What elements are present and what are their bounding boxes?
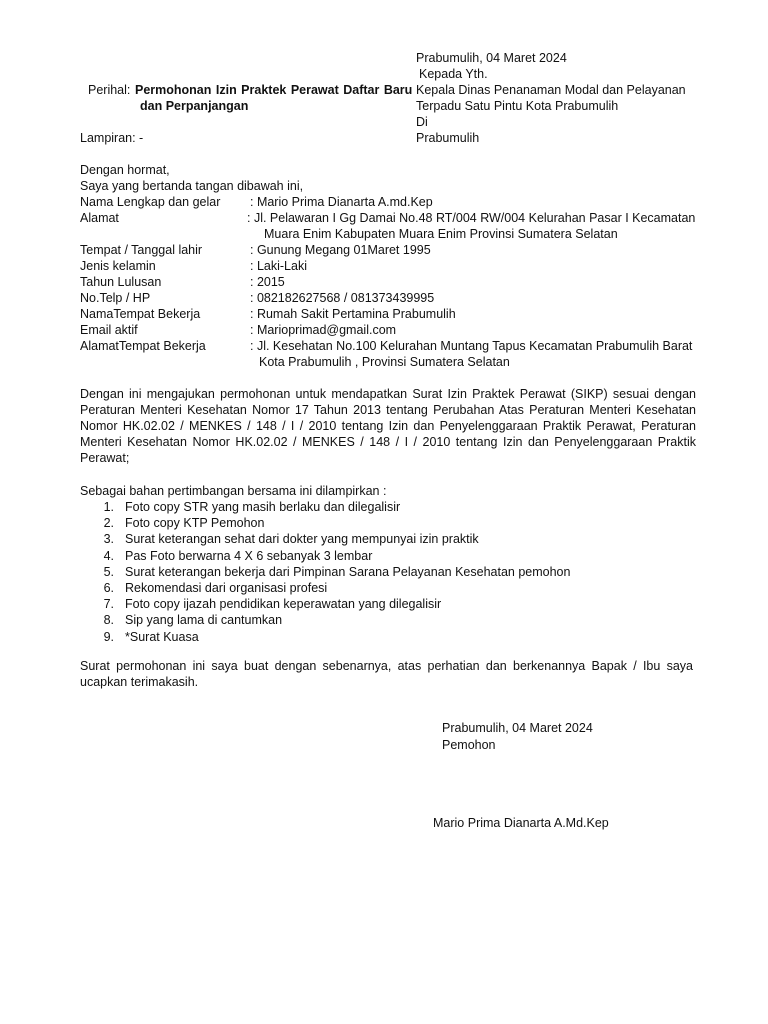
list-number: 2. xyxy=(103,516,114,531)
undersigned-statement: Saya yang bertanda tangan dibawah ini, xyxy=(80,179,304,193)
letter-place-date: Prabumulih, 04 Maret 2024 xyxy=(416,51,567,65)
identity-value: : 2015 xyxy=(250,275,285,289)
closing-paragraph: Surat permohonan ini saya buat dengan sebenarnya, atas perhatian dan berkenannya Bapak / Ibu saya ucapkan terimakasih. xyxy=(80,659,693,689)
subject-line-2: dan Perpanjangan xyxy=(140,99,249,113)
recipient-line-3: Di xyxy=(416,115,428,129)
identity-value-continued: Muara Enim Kabupaten Muara Enim Provinsi Sumatera Selatan xyxy=(264,227,618,241)
identity-value: : Jl. Kesehatan No.100 Kelurahan Muntang Tapus Kecamatan Prabumulih Barat xyxy=(250,339,693,353)
list-number: 7. xyxy=(103,597,114,612)
list-number: 8. xyxy=(103,613,114,628)
list-number: 4. xyxy=(103,548,114,563)
identity-label: Tahun Lulusan xyxy=(80,275,162,289)
identity-label: Jenis kelamin xyxy=(80,259,156,273)
list-text: *Surat Kuasa xyxy=(125,629,199,644)
list-text: Pas Foto berwarna 4 X 6 sebanyak 3 lembar xyxy=(125,548,373,563)
identity-value: : Jl. Pelawaran I Gg Damai No.48 RT/004 RW/004 Kelurahan Pasar I Kecamatan xyxy=(247,211,696,225)
list-text: Foto copy KTP Pemohon xyxy=(125,516,265,531)
list-text: Sip yang lama di cantumkan xyxy=(125,613,283,628)
recipient-line-2: Terpadu Satu Pintu Kota Prabumulih xyxy=(416,99,619,113)
identity-value: : Mario Prima Dianarta A.md.Kep xyxy=(250,195,433,209)
list-number: 6. xyxy=(103,580,114,595)
identity-value: : Laki-Laki xyxy=(250,259,307,273)
list-text: Foto copy ijazah pendidikan keperawatan yang dilegalisir xyxy=(125,597,442,612)
identity-label: NamaTempat Bekerja xyxy=(80,307,201,321)
identity-label: AlamatTempat Bekerja xyxy=(80,339,206,353)
signature-role: Pemohon xyxy=(442,738,496,752)
identity-value-continued: Kota Prabumulih , Provinsi Sumatera Selatan xyxy=(259,355,510,369)
subject-label: Perihal: xyxy=(88,83,131,97)
signer-name: Mario Prima Dianarta A.Md.Kep xyxy=(433,816,609,830)
identity-value: : Rumah Sakit Pertamina Prabumulih xyxy=(250,307,456,321)
list-text: Foto copy STR yang masih berlaku dan dilegalisir xyxy=(125,500,401,514)
identity-value: : 082182627568 / 081373439995 xyxy=(250,291,435,305)
addressee-label: Kepada Yth. xyxy=(419,67,488,81)
recipient-line-1: Kepala Dinas Penanaman Modal dan Pelayanan xyxy=(416,83,686,97)
attachment-count: Lampiran: - xyxy=(80,131,144,145)
subject-line-1: Permohonan Izin Praktek Perawat Daftar Baru xyxy=(135,83,413,97)
identity-label: Nama Lengkap dan gelar xyxy=(80,195,221,209)
signature-place-date: Prabumulih, 04 Maret 2024 xyxy=(442,721,593,735)
identity-value: : Gunung Megang 01Maret 1995 xyxy=(250,243,431,257)
recipient-line-4: Prabumulih xyxy=(416,131,480,145)
list-text: Rekomendasi dari organisasi profesi xyxy=(125,580,328,595)
list-text: Surat keterangan bekerja dari Pimpinan Sarana Pelayanan Kesehatan pemohon xyxy=(125,564,571,579)
identity-label: Email aktif xyxy=(80,323,138,337)
list-number: 3. xyxy=(103,532,114,547)
list-number: 5. xyxy=(103,564,114,579)
greeting: Dengan hormat, xyxy=(80,163,170,177)
identity-label: Tempat / Tanggal lahir xyxy=(80,243,203,257)
request-paragraph: Dengan ini mengajukan permohonan untuk mendapatkan Surat Izin Praktek Perawat (SIKP) sesuai dengan Peraturan Menteri Kesehatan Nomor 17 Tahun 2013 tentang Perubahan Atas Peraturan Menteri Kesehatan Nomor HK.02.02 / MENKES / 148 / I / 2010 tentang Izin dan Penyelenggaraan Praktik Perawat, Peraturan Menteri Kesehatan Nomor HK.02.02 / MENKES / 148 / I / 2010 tentang Izin dan Penyelenggaraan Praktik Perawat; xyxy=(80,387,696,465)
list-number: 9. xyxy=(103,629,114,644)
list-number: 1. xyxy=(103,500,114,514)
identity-label: Alamat xyxy=(80,211,119,225)
attachments-intro: Sebagai bahan pertimbangan bersama ini dilampirkan : xyxy=(80,484,387,498)
identity-label: No.Telp / HP xyxy=(80,291,151,305)
list-text: Surat keterangan sehat dari dokter yang mempunyai izin praktik xyxy=(125,532,479,547)
identity-value: : Marioprimad@gmail.com xyxy=(250,323,397,337)
